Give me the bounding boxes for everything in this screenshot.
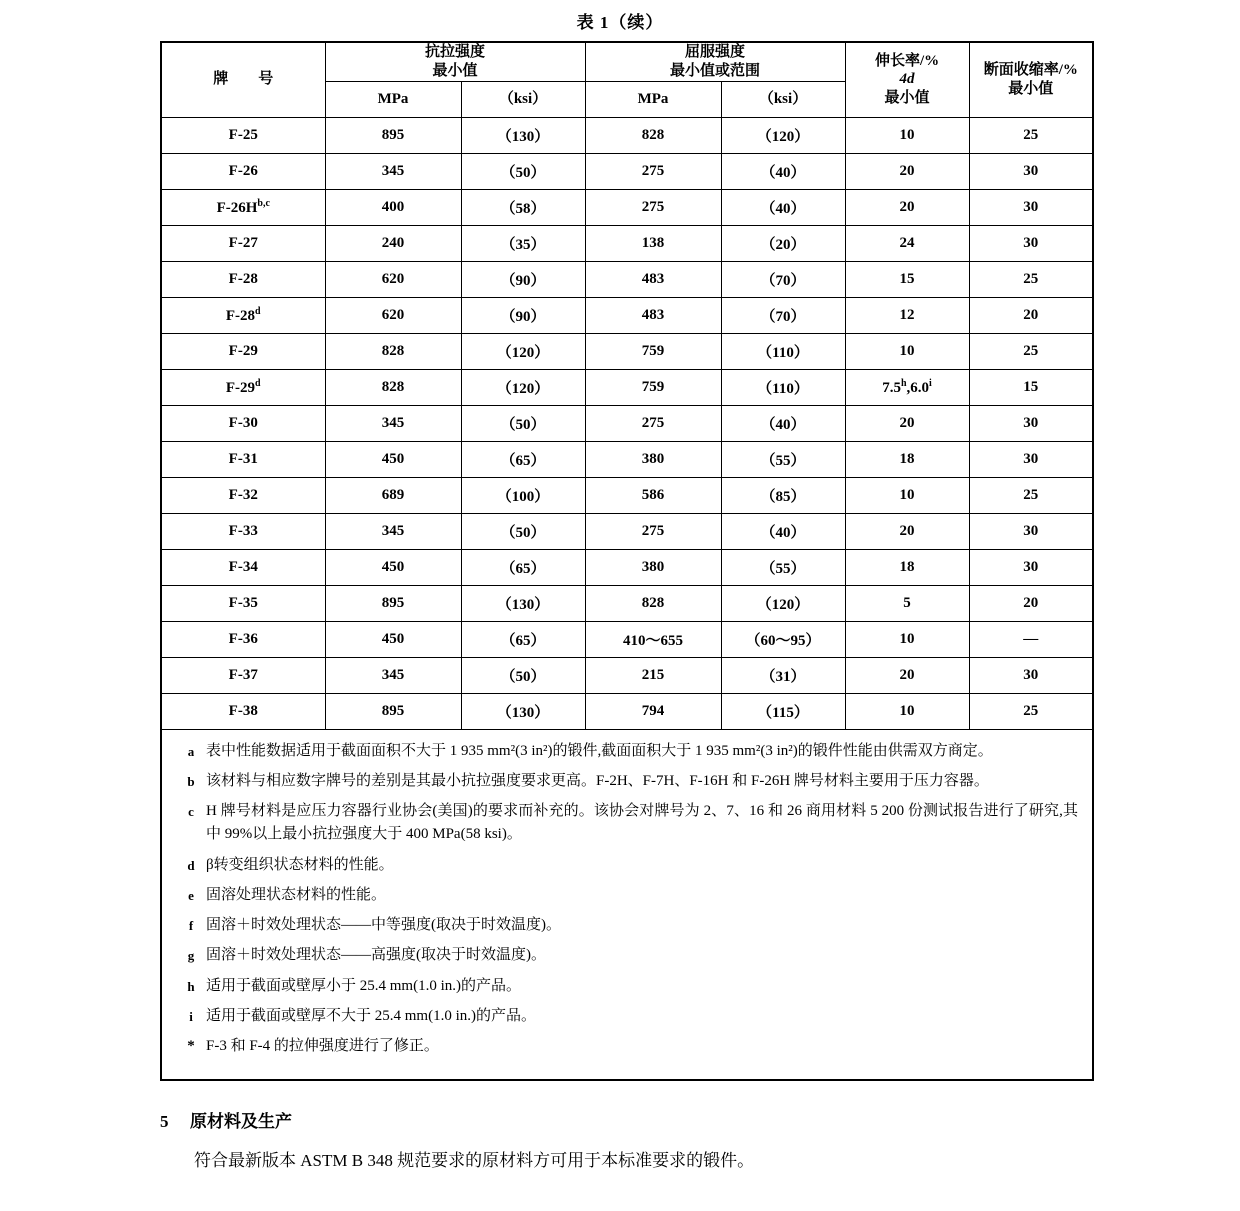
table-header [161,42,1093,117]
cell-reduction: — [969,621,1093,657]
cell-tensile-mpa: 345 [325,657,461,693]
cell-tensile-mpa: 450 [325,441,461,477]
cell-grade: F-35 [161,585,325,621]
footnote-text: 适用于截面或壁厚不大于 25.4 mm(1.0 in.)的产品。 [206,1007,536,1024]
cell-yield-mpa: 380 [585,441,721,477]
footnote [176,740,1078,763]
cell-tensile-mpa: 345 [325,513,461,549]
cell-yield-ksi: （20） [721,225,845,261]
cell-elongation: 5 [845,585,969,621]
cell-elongation: 10 [845,693,969,729]
cell-grade: F-34 [161,549,325,585]
grade-footnote-mark: d [255,305,261,317]
footnote-text: 固溶＋时效处理状态——高强度(取决于时效温度)。 [206,947,546,964]
cell-tensile-mpa: 450 [325,549,461,585]
cell-grade [161,297,325,333]
footnote [176,800,1078,847]
table-row [161,513,1093,549]
cell-elongation: 18 [845,441,969,477]
cell-yield-mpa: 215 [585,657,721,693]
footnote-text: β转变组织状态材料的性能。 [206,856,394,873]
table-row [161,585,1093,621]
cell-grade [161,369,325,405]
footnote [176,944,1078,967]
cell-yield-ksi: （60～95） [721,621,845,657]
cell-grade: F-28 [161,261,325,297]
cell-yield-ksi: （40） [721,405,845,441]
header-elongation [845,42,969,117]
section-number: 5 [160,1112,169,1132]
section-paragraph: 符合最新版本 ASTM B 348 规范要求的原材料方可用于本标准要求的锻件。 [194,1151,755,1171]
header-yield-group [585,42,845,81]
cell-tensile-mpa: 620 [325,261,461,297]
footnote-text: H 牌号材料是应压力容器行业协会(美国)的要求而补充的。该协会对牌号为 2、7、16 和 26 商用材料 5 200 份测试报告进行了研究,其中 99%以上最小抗拉强度大于 400 MPa(58 ksi)。 [206,803,1079,843]
cell-reduction: 25 [969,261,1093,297]
footnote-mark: e [188,887,194,903]
cell-tensile-ksi: （35） [461,225,585,261]
cell-yield-ksi: （70） [721,297,845,333]
header-tensile-line1: 抗拉强度 [425,44,486,60]
table-row [161,189,1093,225]
footnote [176,854,1078,877]
cell-reduction: 30 [969,513,1093,549]
cell-reduction: 15 [969,369,1093,405]
cell-elongation: 20 [845,153,969,189]
cell-reduction: 30 [969,441,1093,477]
footnote-mark: d [187,857,195,873]
table-row [161,369,1093,405]
cell-yield-ksi: （31） [721,657,845,693]
footnote-mark: * [187,1038,195,1054]
cell-yield-mpa: 483 [585,297,721,333]
footnote [176,975,1078,998]
section-title: 原材料及生产 [190,1112,292,1132]
cell-tensile-ksi: （50） [461,153,585,189]
cell-yield-ksi: （55） [721,549,845,585]
cell-tensile-mpa: 400 [325,189,461,225]
table-row [161,441,1093,477]
footnote-mark: a [187,743,195,759]
cell-yield-ksi: （115） [721,693,845,729]
cell-grade: F-30 [161,405,325,441]
cell-tensile-mpa: 620 [325,297,461,333]
cell-grade [161,189,325,225]
cell-tensile-ksi: （50） [461,513,585,549]
footnote-mark: i [189,1008,193,1024]
cell-tensile-ksi: （120） [461,369,585,405]
table-title: 表 1（续） [576,13,664,32]
cell-yield-mpa: 275 [585,405,721,441]
cell-grade: F-38 [161,693,325,729]
header-yield-ksi: （ksi） [721,81,845,117]
cell-grade: F-27 [161,225,325,261]
cell-yield-mpa: 275 [585,513,721,549]
header-yield-line2: 最小值或范围 [670,62,761,79]
cell-yield-ksi: （55） [721,441,845,477]
cell-elongation: 10 [845,477,969,513]
cell-reduction: 25 [969,693,1093,729]
footnote-mark: g [187,948,195,964]
cell-reduction: 20 [969,297,1093,333]
cell-elongation: 20 [845,657,969,693]
footnote-text: 固溶处理状态材料的性能。 [206,886,387,903]
cell-yield-mpa: 410～655 [585,621,721,657]
table-row [161,153,1093,189]
footnote [176,914,1078,937]
cell-yield-mpa: 794 [585,693,721,729]
cell-elongation: 10 [845,117,969,153]
header-elongation-line1: 伸长率/% [874,52,940,69]
footnote [176,884,1078,907]
cell-yield-mpa: 483 [585,261,721,297]
table-header-row-1 [161,42,1093,81]
cell-yield-ksi: （40） [721,189,845,225]
cell-grade: F-33 [161,513,325,549]
header-reduction [969,42,1093,117]
cell-yield-ksi: （110） [721,369,845,405]
cell-yield-mpa: 138 [585,225,721,261]
footnote-mark: f [188,918,194,933]
cell-tensile-ksi: （100） [461,477,585,513]
table-row [161,297,1093,333]
section-heading [160,1107,1080,1132]
cell-tensile-mpa: 895 [325,693,461,729]
table-body [161,117,1093,729]
grade-footnote-mark: b,c [257,197,270,209]
footnote-mark: c [188,804,194,819]
cell-elongation: 10 [845,333,969,369]
cell-tensile-ksi: （58） [461,189,585,225]
footnote-mark: b [187,773,195,789]
header-yield-mpa: MPa [585,81,721,117]
cell-reduction: 25 [969,477,1093,513]
cell-reduction: 20 [969,585,1093,621]
cell-grade: F-32 [161,477,325,513]
cell-tensile-ksi: （130） [461,117,585,153]
header-reduction-line1: 断面收缩率/% [983,62,1078,78]
cell-tensile-ksi: （65） [461,441,585,477]
cell-tensile-mpa: 345 [325,405,461,441]
footnote-text: 固溶＋时效处理状态——中等强度(取决于时效温度)。 [206,917,561,933]
table-row [161,477,1093,513]
footnotes-cell [161,729,1093,1080]
table-row [161,261,1093,297]
cell-yield-mpa: 380 [585,549,721,585]
cell-tensile-ksi: （50） [461,657,585,693]
cell-tensile-ksi: （130） [461,585,585,621]
cell-elongation: 24 [845,225,969,261]
cell-tensile-ksi: （120） [461,333,585,369]
cell-tensile-ksi: （90） [461,297,585,333]
cell-yield-ksi: （120） [721,117,845,153]
cell-yield-mpa: 275 [585,189,721,225]
cell-reduction: 30 [969,405,1093,441]
table-row [161,693,1093,729]
cell-grade: F-29 [161,333,325,369]
cell-yield-mpa: 759 [585,333,721,369]
cell-yield-ksi: （110） [721,333,845,369]
cell-tensile-mpa: 345 [325,153,461,189]
table-footnotes [161,729,1093,1080]
grade-label: F-26H [216,199,258,216]
cell-yield-ksi: （40） [721,153,845,189]
cell-tensile-ksi: （90） [461,261,585,297]
cell-tensile-ksi: （65） [461,621,585,657]
header-tensile-ksi: （ksi） [461,81,585,117]
cell-yield-ksi: （70） [721,261,845,297]
table-row [161,405,1093,441]
cell-tensile-mpa: 240 [325,225,461,261]
cell-elongation: 20 [845,513,969,549]
footnote-mark: h [187,978,195,994]
header-tensile-group [325,42,585,81]
cell-reduction: 25 [969,333,1093,369]
cell-reduction: 30 [969,189,1093,225]
cell-grade: F-26 [161,153,325,189]
cell-tensile-mpa: 895 [325,117,461,153]
footnote [176,770,1078,793]
cell-tensile-mpa: 689 [325,477,461,513]
header-yield-line1: 屈服强度 [685,44,746,60]
header-reduction-line2: 最小值 [1008,80,1054,97]
cell-elongation: 18 [845,549,969,585]
cell-yield-mpa: 828 [585,117,721,153]
header-elongation-line3: 最小值 [884,90,930,107]
cell-tensile-ksi: （50） [461,405,585,441]
cell-grade: F-36 [161,621,325,657]
cell-grade: F-37 [161,657,325,693]
cell-elongation: 7.5$^h$,6.0$^i$ [845,369,969,405]
table-row [161,621,1093,657]
cell-yield-mpa: 828 [585,585,721,621]
header-tensile-line2: 最小值 [432,62,478,79]
cell-reduction: 30 [969,153,1093,189]
footnote-text: 适用于截面或壁厚小于 25.4 mm(1.0 in.)的产品。 [206,977,521,994]
footnote-text: 表中性能数据适用于截面面积不大于 1 935 mm²(3 in²)的锻件,截面面积大于 1 935 mm²(3 in²)的锻件性能由供需双方商定。 [206,742,993,759]
cell-yield-ksi: （120） [721,585,845,621]
cell-elongation: 20 [845,405,969,441]
cell-yield-mpa: 759 [585,369,721,405]
grade-label: F-28 [225,307,256,324]
cell-yield-mpa: 275 [585,153,721,189]
cell-reduction: 30 [969,657,1093,693]
footnote [176,1005,1078,1028]
cell-yield-ksi: （40） [721,513,845,549]
cell-reduction: 30 [969,225,1093,261]
footnote-text: 该材料与相应数字牌号的差别是其最小抗拉强度要求更高。F-2H、F-7H、F-16H 和 F-26H 牌号材料主要用于压力容器。 [206,772,989,789]
header-elongation-line2: 4d [899,71,915,88]
cell-reduction: 25 [969,117,1093,153]
cell-tensile-mpa: 450 [325,621,461,657]
cell-tensile-mpa: 895 [325,585,461,621]
cell-reduction: 30 [969,549,1093,585]
footnote [176,1035,1078,1058]
table-row [161,657,1093,693]
grade-footnote-mark: d [255,377,261,389]
grade-label: F-29 [225,379,256,396]
table-row [161,225,1093,261]
table-row [161,333,1093,369]
cell-grade: F-31 [161,441,325,477]
cell-grade: F-25 [161,117,325,153]
cell-tensile-ksi: （65） [461,549,585,585]
cell-elongation: 12 [845,297,969,333]
cell-tensile-mpa: 828 [325,333,461,369]
cell-elongation: 20 [845,189,969,225]
header-grade: 牌 号 [161,42,325,117]
table-row [161,117,1093,153]
cell-yield-ksi: （85） [721,477,845,513]
properties-table [160,41,1094,1081]
table-row [161,549,1093,585]
cell-elongation: 10 [845,621,969,657]
footnote-text: F-3 和 F-4 的拉伸强度进行了修正。 [206,1038,439,1054]
cell-tensile-ksi: （130） [461,693,585,729]
header-tensile-mpa: MPa [325,81,461,117]
cell-tensile-mpa: 828 [325,369,461,405]
cell-yield-mpa: 586 [585,477,721,513]
cell-elongation: 15 [845,261,969,297]
